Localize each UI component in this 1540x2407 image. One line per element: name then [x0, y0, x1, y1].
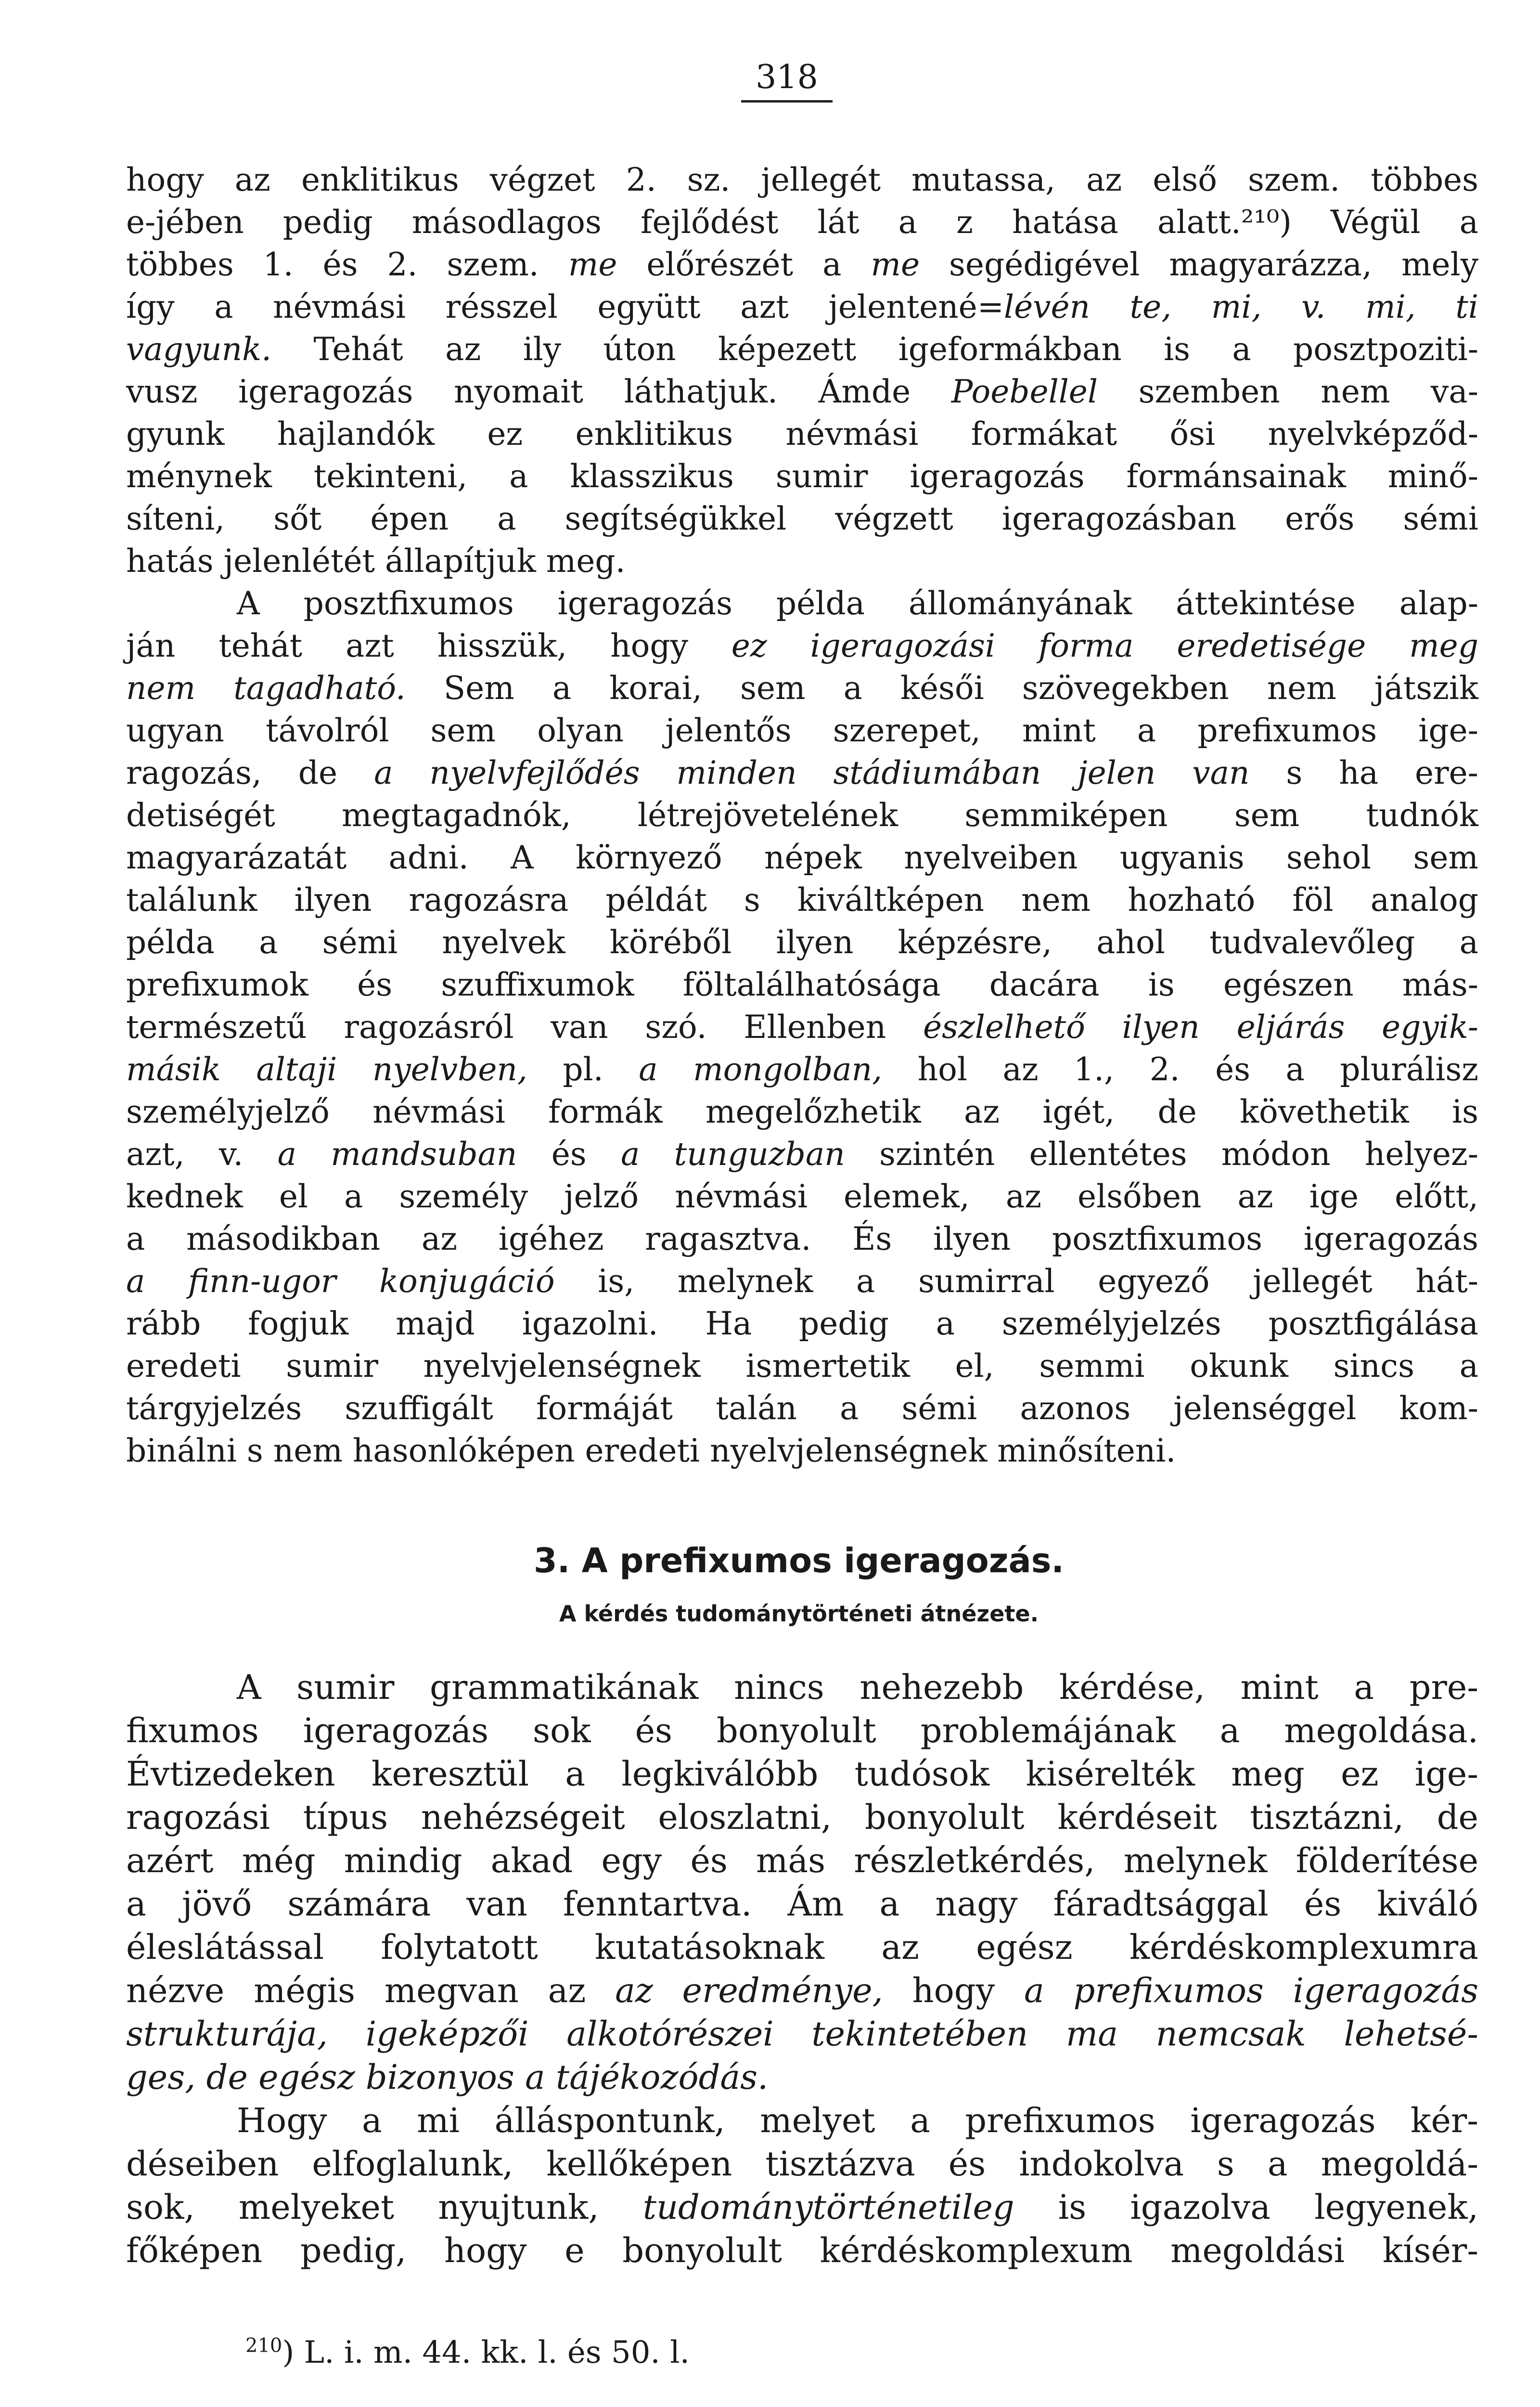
text-line: [126, 2186, 1478, 2229]
italic-text: a prefixumos igeragozás: [1024, 1971, 1478, 2010]
text: azt, v.: [126, 1136, 278, 1173]
text: azért még mindig akad egy és más részletkérdés, melynek földerítése: [126, 1841, 1478, 1880]
text-line: [126, 1260, 1478, 1303]
text-line: [126, 1133, 1478, 1176]
text-line: [126, 1752, 1478, 1796]
text-line: [126, 582, 1478, 625]
text-line: [126, 1969, 1478, 2012]
text: hatás jelenlétét állapítjuk meg.: [126, 543, 626, 580]
italic-text: a finn-ugor konjugáció: [126, 1263, 555, 1300]
text: tárgyjelzés szuffigált formáját talán a sémi azonos jelenséggel kom-: [126, 1390, 1478, 1427]
italic-text: me: [568, 246, 617, 283]
text-line: [126, 667, 1478, 710]
text-line: [126, 1345, 1478, 1387]
footnote-marker: 210: [245, 2334, 282, 2357]
text: előrészét a: [617, 246, 871, 283]
text-line: [126, 540, 1478, 582]
text: A sumir grammatikának nincs nehezebb kérdése, mint a pre-: [237, 1668, 1478, 1707]
text: ragozási típus nehézségeit eloszlatni, bonyolult kérdéseit tisztázni, de: [126, 1798, 1478, 1837]
text-line: [126, 1430, 1478, 1472]
text: binálni s nem hasonlóképen eredeti nyelvjelenségnek minősíteni.: [126, 1432, 1176, 1469]
text: így a névmási résszel együtt azt jelentené=: [126, 288, 1004, 325]
text: gyunk hajlandók ez enklitikus névmási formákat ősi nyelvképződ-: [126, 415, 1478, 453]
italic-text: lévén te, mi, v. mi, ti: [1004, 288, 1479, 325]
italic-text: nem tagadható.: [126, 670, 406, 707]
text: detiségét megtagadnók, létrejövetelének semmiképen sem tudnók: [126, 797, 1478, 834]
text: természetű ragozásról van szó. Ellenben: [126, 1009, 924, 1046]
text-line: [126, 964, 1478, 1006]
text: s ha ere-: [1249, 754, 1478, 791]
text-line: [126, 371, 1478, 413]
text: déseiben elfoglalunk, kellőképen tisztázva és indokolva s a megoldá-: [126, 2144, 1478, 2184]
text: rább fogjuk majd igazolni. Ha pedig a személyjelzés posztfigálása: [126, 1305, 1478, 1342]
section-subheading: A kérdés tudománytörténeti átnézete.: [559, 1601, 1039, 1627]
text: ragozás, de: [126, 754, 374, 791]
text-line: [126, 244, 1478, 286]
paragraph: [126, 1666, 1478, 2099]
text-line: [126, 2099, 1478, 2142]
text-line: [126, 201, 1478, 244]
text: többes 1. és 2. szem.: [126, 246, 568, 283]
text: a másodikban az igéhez ragasztva. És ilyen posztfixumos igeragozás: [126, 1220, 1478, 1257]
text-line: [126, 2229, 1478, 2272]
text-line: [126, 1796, 1478, 1839]
text-line: [126, 286, 1478, 328]
text: ménynek tekinteni, a klasszikus sumir igeragozás formánsainak minő-: [126, 458, 1478, 495]
text: is, melynek a sumirral egyező jellegét hát-: [554, 1263, 1479, 1300]
text: személyjelző névmási formák megelőzhetik az igét, de követhetik is: [126, 1093, 1478, 1130]
text-line: [126, 159, 1478, 201]
text-line: [126, 752, 1478, 794]
text-line: [126, 710, 1478, 752]
text: és: [517, 1136, 621, 1173]
text: is igazolva legyenek,: [1014, 2187, 1478, 2227]
text: A posztfixumos igeragozás példa állományának áttekintése alap-: [237, 585, 1478, 622]
body-text-upper: [126, 159, 1478, 1472]
text-line: [126, 1926, 1478, 1969]
italic-text: a mandsuban: [277, 1136, 517, 1173]
text-line: [126, 879, 1478, 921]
text-line: [126, 1666, 1478, 1709]
italic-text: vagyunk.: [126, 331, 272, 368]
text: segédigével magyarázza, mely: [920, 246, 1479, 283]
text: főképen pedig, hogy e bonyolult kérdéskomplexum megoldási kísér-: [126, 2231, 1478, 2270]
text: Sem a korai, sem a késői szövegekben nem játszik: [405, 670, 1478, 707]
text: e-jében pedig másodlagos fejlődést lát a z hatása alatt.²¹⁰) Végül a: [126, 204, 1478, 241]
body-text-lower: [126, 1666, 1478, 2272]
footnote: [245, 2335, 1540, 2371]
text: pl.: [527, 1051, 639, 1088]
text: példa a sémi nyelvek köréből ilyen képzésre, ahol tudvalevőleg a: [126, 924, 1478, 961]
text: sok, melyeket nyujtunk,: [126, 2187, 643, 2227]
text: magyarázatát adni. A környező népek nyelveiben ugyanis sehol sem: [126, 839, 1478, 876]
text-line: [126, 794, 1478, 837]
text-line: [126, 1006, 1478, 1048]
text: nézve mégis megvan az: [126, 1971, 616, 2010]
section-heading: 3. A prefixumos igeragozás.: [533, 1541, 1065, 1580]
text: hogy: [883, 1971, 1024, 2010]
text: síteni, sőt épen a segítségükkel végzett igeragozásban erős sémi: [126, 500, 1478, 537]
text-line: [126, 1882, 1478, 1926]
text-line: [126, 413, 1478, 455]
paragraph: [126, 582, 1478, 1472]
text-line: [126, 1218, 1478, 1260]
italic-text: tudománytörténetileg: [642, 2187, 1014, 2227]
text: szintén ellentétes módon helyez-: [845, 1136, 1479, 1173]
text-line: [126, 498, 1478, 540]
italic-text: me: [871, 246, 920, 283]
text: szemben nem va-: [1097, 373, 1478, 410]
text-line: [126, 1839, 1478, 1882]
text-line: [126, 1303, 1478, 1345]
italic-text: Poebellel: [951, 373, 1098, 410]
text-line: [126, 625, 1478, 667]
italic-text: ges, de egész bizonyos a tájékozódás.: [126, 2058, 769, 2097]
text-line: [126, 2012, 1478, 2056]
text: vusz igeragozás nyomait láthatjuk. Ámde: [126, 373, 951, 410]
italic-text: észlelhető ilyen eljárás egyik-: [923, 1009, 1478, 1046]
text: fixumos igeragozás sok és bonyolult problemájának a megoldása.: [126, 1711, 1478, 1750]
page-number: 318: [741, 58, 833, 103]
text: Tehát az ily úton képezett igeformákban is a posztpoziti-: [271, 331, 1478, 368]
text: hogy az enklitikus végzet 2. sz. jellegét mutassa, az első szem. többes: [126, 161, 1478, 198]
text-line: [126, 2056, 1478, 2099]
text: ugyan távolról sem olyan jelentős szerepet, mint a prefixumos ige-: [126, 712, 1478, 749]
text-line: [126, 921, 1478, 964]
text: hol az 1., 2. és a plurálisz: [882, 1051, 1479, 1088]
italic-text: a mongolban,: [639, 1051, 883, 1088]
text: ján tehát azt hisszük, hogy: [126, 627, 732, 664]
paragraph: [126, 2099, 1478, 2272]
text-line: [126, 455, 1478, 498]
text: prefixumok és szuffixumok föltalálhatósága dacára is egészen más-: [126, 966, 1478, 1003]
text-line: [126, 1387, 1478, 1430]
text-line: [126, 1709, 1478, 1752]
italic-text: az eredménye,: [615, 1971, 883, 2010]
italic-text: a tunguzban: [620, 1136, 845, 1173]
paragraph: [126, 159, 1478, 582]
italic-text: a nyelvfejlődés minden stádiumában jelen van: [374, 754, 1250, 791]
text: eredeti sumir nyelvjelenségnek ismertetik el, semmi okunk sincs a: [126, 1347, 1478, 1385]
text: a jövő számára van fenntartva. Ám a nagy fáradtsággal és kiváló: [126, 1884, 1478, 1924]
text-line: [126, 1091, 1478, 1133]
text: Évtizedeken keresztül a legkiválóbb tudósok kisérelték meg ez ige-: [126, 1754, 1478, 1794]
text-line: [126, 837, 1478, 879]
text: éleslátással folytatott kutatásoknak az egész kérdéskomplexumra: [126, 1928, 1478, 1967]
italic-text: másik altaji nyelvben,: [126, 1051, 527, 1088]
text: találunk ilyen ragozásra példát s kiváltképen nem hozható föl analog: [126, 881, 1478, 919]
text: kednek el a személy jelző névmási elemek, az elsőben az ige előtt,: [126, 1178, 1478, 1215]
italic-text: ez igeragozási forma eredetisége meg: [731, 627, 1478, 664]
text-line: [126, 328, 1478, 371]
text: Hogy a mi álláspontunk, melyet a prefixumos igeragozás kér-: [237, 2101, 1478, 2140]
footnote-text: ) L. i. m. 44. kk. l. és 50. l.: [282, 2335, 690, 2370]
italic-text: strukturája, igeképzői alkotórészei tekintetében ma nemcsak lehetsé-: [126, 2014, 1478, 2054]
text-line: [126, 2142, 1478, 2186]
text-line: [126, 1176, 1478, 1218]
text-line: [126, 1048, 1478, 1091]
